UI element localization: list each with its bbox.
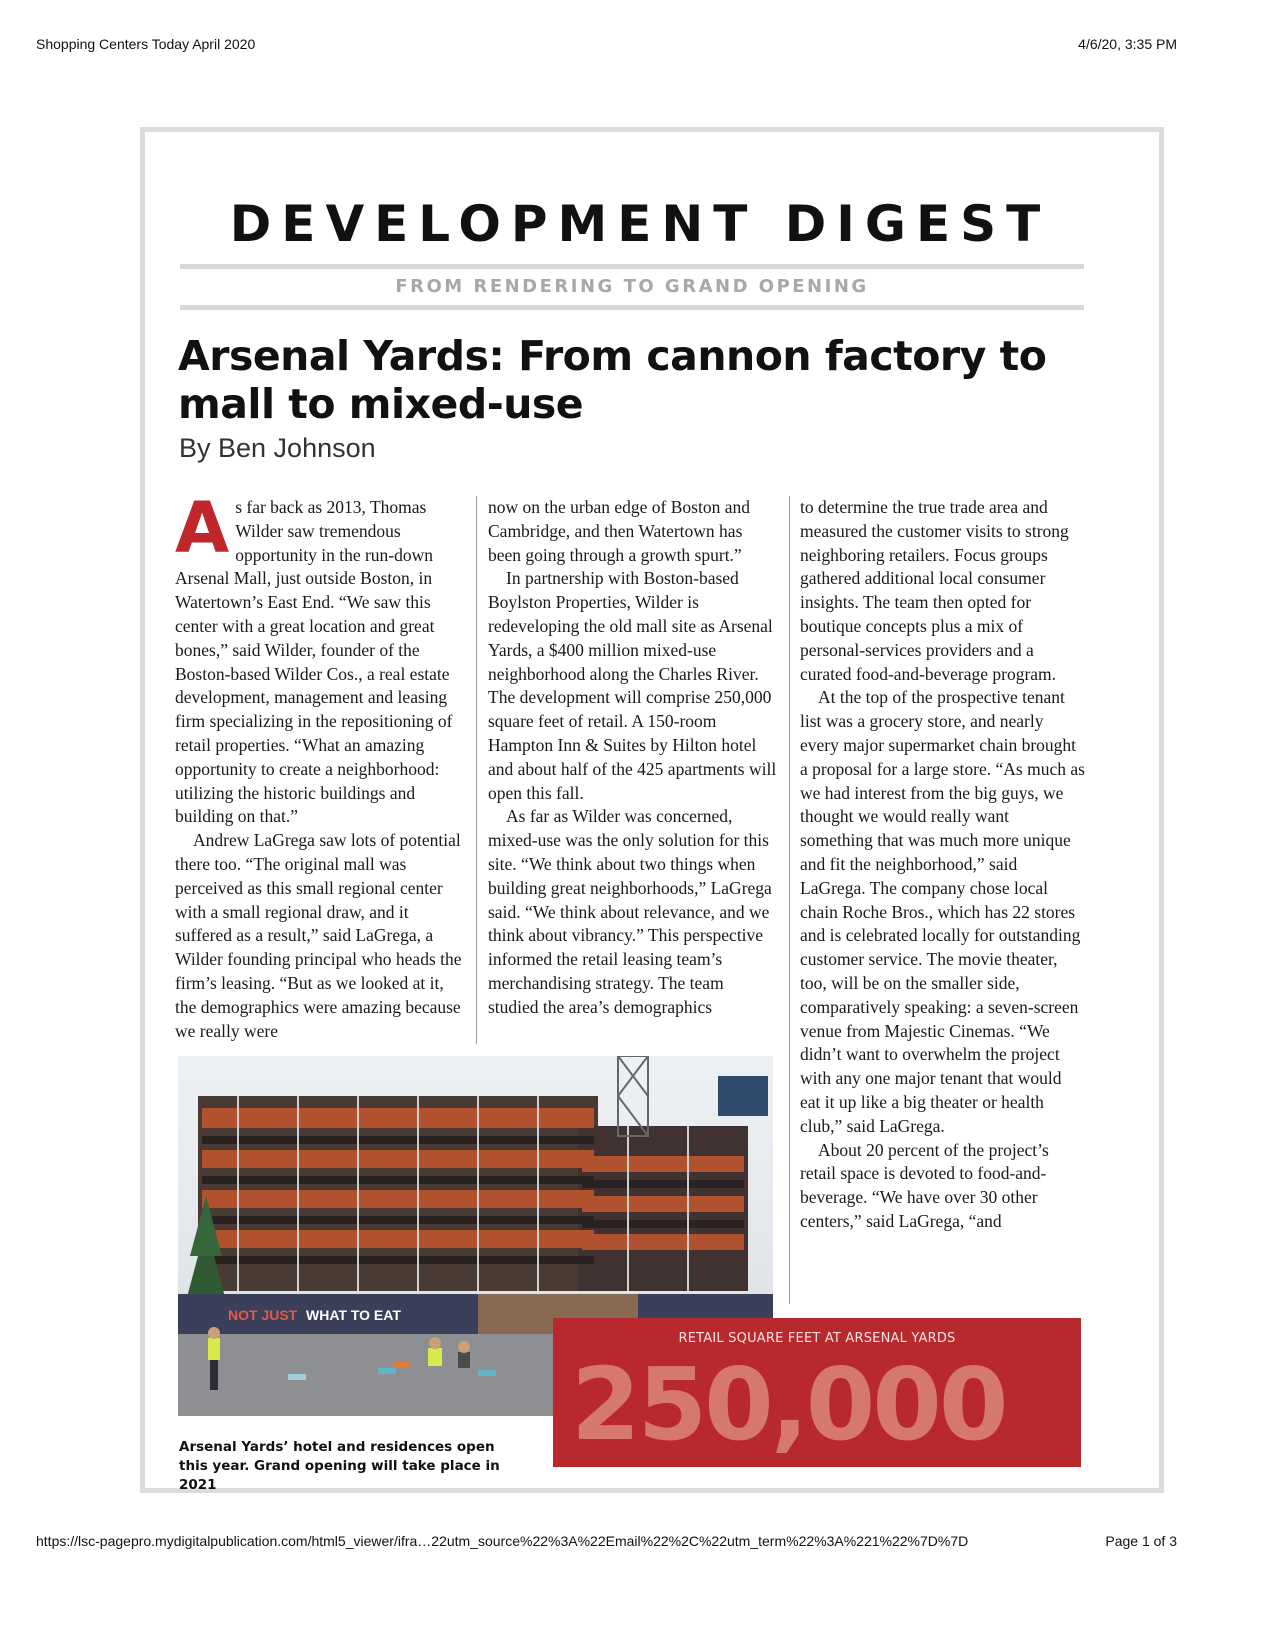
article-paragraph: Andrew LaGrega saw lots of potential there too. “The original mall was perceived as this small regional center with a small regional draw, and it suffered as a result,” said LaGrega, a Wilder founding principal who heads the firm’s leasing. “But as we looked at it, the demographics were amazing because we really were xyxy=(175,830,462,1041)
stat-label: RETAIL SQUARE FEET AT ARSENAL YARDS xyxy=(678,1331,956,1346)
article-paragraph: In partnership with Boston-based Boylston Properties, Wilder is redeveloping the old mall site as Arsenal Yards, a $400 million mixed-use neighborhood along the Charles River. The development will comprise 250,000 square feet of retail. A 150-room Hampton Inn & Suites by Hilton hotel and about half of the 425 apartments will open this fall. xyxy=(488,568,777,803)
article-paragraph: About 20 percent of the project’s retail space is devoted to food-and-beverage. “We have over 30 other centers,” said LaGrega, “and xyxy=(800,1139,1049,1231)
photo-caption: Arsenal Yards’ hotel and residences open this year. Grand opening will take place in 2021 xyxy=(179,1439,500,1493)
print-header-timestamp: 4/6/20, 3:35 PM xyxy=(1078,36,1177,52)
article-paragraph: now on the urban edge of Boston and Cambridge, and then Watertown has been going through a growth spurt.” xyxy=(488,497,750,565)
banner-text-2: WHAT TO EAT xyxy=(306,1307,401,1323)
masthead-rule-top xyxy=(180,264,1084,269)
article-paragraph: to determine the true trade area and measured the customer visits to strong neighboring retailers. Focus groups gathered additional local consumer insights. The team then opted for boutique concepts plus a mix of personal-services providers and a curated food-and-beverage program. xyxy=(800,497,1069,684)
print-header-title: Shopping Centers Today April 2020 xyxy=(36,36,256,52)
print-footer-page-number: Page 1 of 3 xyxy=(1105,1533,1177,1549)
article-paragraph: At the top of the prospective tenant list was a grocery store, and nearly every major supermarket chain brought a proposal for a large store. “As much as we had interest from the big guys, we thought we would really want something that was much more unique and fit the neighborhood,” said LaGrega. The company chose local chain Roche Bros., which has 22 stores and is celebrated locally for outstanding customer service. The movie theater, too, will be on the smaller side, comparatively speaking: a seven-screen venue from Majestic Cinemas. “We didn’t want to overwhelm the project with any one major tenant that would eat it up like a big theater or health club,” said LaGrega. xyxy=(800,687,1085,1136)
article-headline: Arsenal Yards: From cannon factory to mall to mixed-use xyxy=(178,332,1047,428)
banner-text-1: NOT JUST xyxy=(228,1307,298,1323)
print-footer xyxy=(36,1533,1177,1553)
article-column-2 xyxy=(488,496,778,1020)
drop-cap: A xyxy=(175,487,230,569)
print-footer-url: https://lsc-pagepro.mydigitalpublication.com/html5_viewer/ifra…22utm_source%22%3A%22Email%22%2C%22utm_term%22%3A%221%22%7D%7D xyxy=(36,1533,969,1549)
article-paragraph: s far back as 2013, Thomas Wilder saw tremendous opportunity in the run-down Arsenal Mall, just outside Boston, in Watertown’s East End. “We saw this center with a great location and great bones,” said Wilder, founder of the Boston-based Wilder Cos., a real estate development, management and leasing firm specializing in the repositioning of retail properties. “What an amazing opportunity to create a neighborhood: utilizing the historic buildings and building on that.” xyxy=(175,497,453,827)
article-byline: By Ben Johnson xyxy=(179,433,376,463)
section-masthead: DEVELOPMENT DIGEST xyxy=(229,195,1051,253)
column-divider xyxy=(476,496,477,1044)
stat-callout xyxy=(553,1318,1081,1467)
column-divider xyxy=(789,496,790,1304)
article-paragraph: As far as Wilder was concerned, mixed-use was the only solution for this site. “We think about two things when building great neighborhoods,” LaGrega said. “We think about relevance, and we think about vibrancy.” This perspective informed the retail leasing team’s merchandising strategy. The team studied the area’s demographics xyxy=(488,806,772,1017)
stat-value: 250,000 xyxy=(571,1346,1006,1463)
print-header xyxy=(36,36,1177,56)
masthead-rule-bottom xyxy=(180,305,1084,310)
section-kicker: FROM RENDERING TO GRAND OPENING xyxy=(395,276,869,297)
article-column-3 xyxy=(800,496,1085,1234)
article-column-1 xyxy=(175,487,463,1043)
